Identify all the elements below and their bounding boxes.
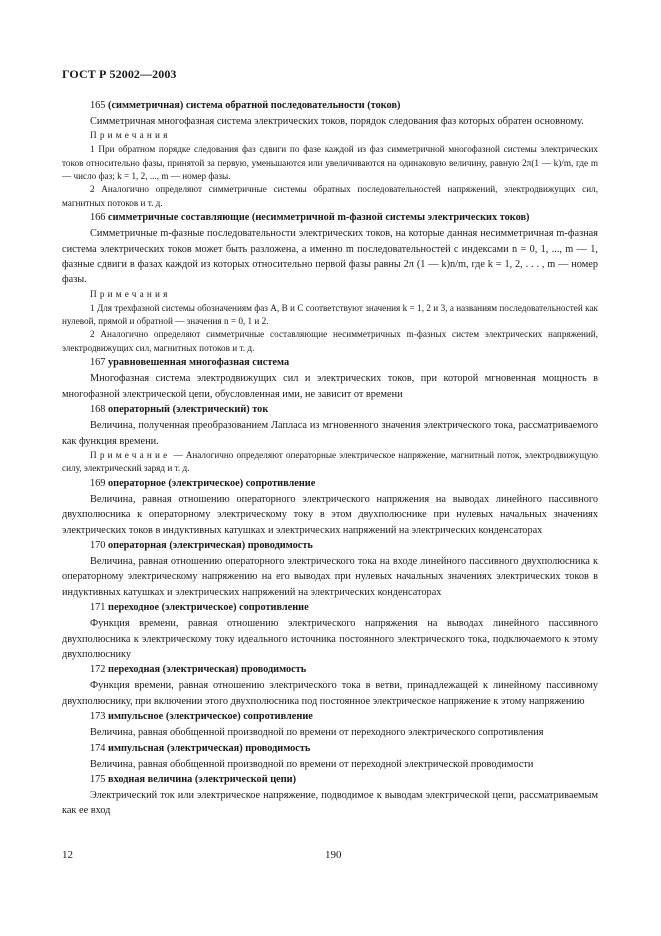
- term-title: входная величина (электрической цепи): [108, 774, 297, 785]
- term-number: 166: [90, 212, 106, 224]
- term-169: [62, 476, 598, 491]
- term-definition: Величина, полученная преобразованием Лапласа из мгновенного значения электрического тока, рассматриваемого как функция времени.: [62, 420, 598, 447]
- note-item: 2 Аналогично определяют симметричные системы обратных последовательностей напряжений, электродвижущих сил, магнитных потоков и т. д.: [62, 184, 598, 208]
- term-definition: Электрический ток или электрическое напряжение, подводимое к выводам электрической цепи, рассматриваемым как ее вход: [62, 790, 598, 817]
- term-number: 172: [90, 664, 106, 676]
- term-number: 167: [90, 357, 106, 369]
- term-title: операторный (электрический) ток: [108, 404, 269, 416]
- term-number: 171: [90, 602, 106, 614]
- term-number: 170: [90, 539, 106, 551]
- note-item: 2 Аналогично определяют симметричные составляющие несимметричных m-фазных систем электрических напряжений, электродвижущих сил, магнитных потоков и т. д.: [62, 329, 598, 353]
- term-number: 168: [90, 404, 106, 416]
- term-definition: Многофазная система электродвижущих сил и электрических токов, при которой мгновенная мощность в многофазной электрической цепи, обусловленная ими, не зависит от времени: [62, 373, 598, 400]
- notes-heading: Примечания: [90, 288, 171, 299]
- term-number: 174: [90, 742, 106, 754]
- standard-header: ГОСТ Р 52002—2003: [62, 67, 177, 81]
- term-definition: Величина, равная обобщенной производной по времени от переходного электрического сопротивления: [90, 727, 544, 739]
- term-title: переходное (электрическое) сопротивление: [108, 602, 309, 614]
- term-173: [62, 709, 598, 724]
- page-content: [62, 98, 598, 819]
- term-number: 173: [90, 711, 106, 723]
- term-number: 175: [90, 774, 106, 785]
- term-171: [62, 600, 598, 615]
- page-number-left: 12: [62, 849, 73, 861]
- term-definition: Величина, равная обобщенной производной по времени от переходной электрической проводимости: [90, 758, 534, 770]
- term-167: [62, 355, 598, 370]
- inline-note: [62, 449, 598, 476]
- term-title: импульсное (электрическое) сопротивление: [108, 711, 313, 723]
- term-title: уравновешенная многофазная система: [108, 357, 290, 369]
- term-170: [62, 538, 598, 553]
- term-title: переходная (электрическая) проводимость: [108, 664, 307, 676]
- term-definition: Функция времени, равная отношению электрического тока в ветви, принадлежащей к линейному пассивному двухполюснику, при включении этого двухполюсника под постоянное электрическое напряжение к этому напряжению: [62, 680, 598, 707]
- inline-note-text: — Аналогично определяют операторные электрическое напряжение, магнитный поток, электродвижущую силу, электрический заряд и т. д.: [62, 449, 598, 474]
- term-title: импульсная (электрическая) проводимость: [108, 742, 311, 754]
- term-title: (симметричная) система обратной последовательности (токов): [108, 100, 401, 111]
- term-number: 165: [90, 100, 106, 111]
- term-number: 169: [90, 477, 106, 489]
- term-174: [62, 741, 598, 756]
- term-definition: Симметричная многофазная система электрических токов, порядок следования фаз которых обратен основному.: [90, 116, 584, 127]
- term-175: [62, 772, 598, 787]
- note-item: 1 При обратном порядке следования фаз сдвиги по фазе каждой из фаз симметричной многофазной системы электрических токов относительно фазы, принятой за первую, уменьшаются или увеличиваются на одинаковую величину, равную 2π(1 — k)/m, где m — число фаз; k = 1, 2, ..., m — номер фазы.: [62, 144, 598, 182]
- notes-heading: Примечания: [90, 130, 171, 141]
- term-165: [62, 98, 598, 113]
- term-definition: Симметричные m-фазные последовательности электрических токов, на которые данная несимметричная m-фазная система электрических токов может быть разложена, а именно m последовательностей с индексами n = 0, 1, ..., m — 1, фазные сдвиги в фазах каждой из которых относительно первой фазы равны 2π (1 — k)n/m, где k = 1, 2, . . . , m — номер фазы.: [62, 228, 598, 286]
- inline-note-heading: Примечание: [90, 449, 171, 460]
- term-title: операторная (электрическая) проводимость: [108, 539, 313, 551]
- term-168: [62, 402, 598, 417]
- term-definition: Величина, равная отношению операторного электрического тока на входе линейного пассивного двухполюсника к операторному электрическому напряжению на его выводах при нулевых начальных значениях электрических токов в индуктивных катушках и электрических напряжений на электрических конденсаторах: [62, 555, 598, 598]
- term-title: симметричные составляющие (несимметричной m-фазной системы электрических токов): [108, 212, 530, 224]
- note-item: 1 Для трехфазной системы обозначениям фаз A, B и C соответствуют значения k = 1, 2 и 3, а названиям последовательностей как нулевой, прямой и обратной — значения n = 0, 1 и 2.: [62, 302, 598, 327]
- page-number-center: 190: [325, 849, 342, 861]
- term-definition: Функция времени, равная отношению электрического напряжения на выводах линейного пассивного двухполюсника к электрическому току идеального источника постоянного электрического тока, подключаемого к этому двухполюснику: [62, 618, 598, 660]
- term-166: [62, 210, 598, 225]
- term-definition: Величина, равная отношению операторного электрического напряжения на выводах линейного пассивного двухполюсника к операторному электрическому току в этом двухполюснике при нулевых начальных значениях электрических токов в индуктивных катушках и электрических напряжений на электрических конденсаторах: [62, 493, 598, 536]
- term-title: операторное (электрическое) сопротивление: [108, 477, 316, 489]
- term-172: [62, 662, 598, 677]
